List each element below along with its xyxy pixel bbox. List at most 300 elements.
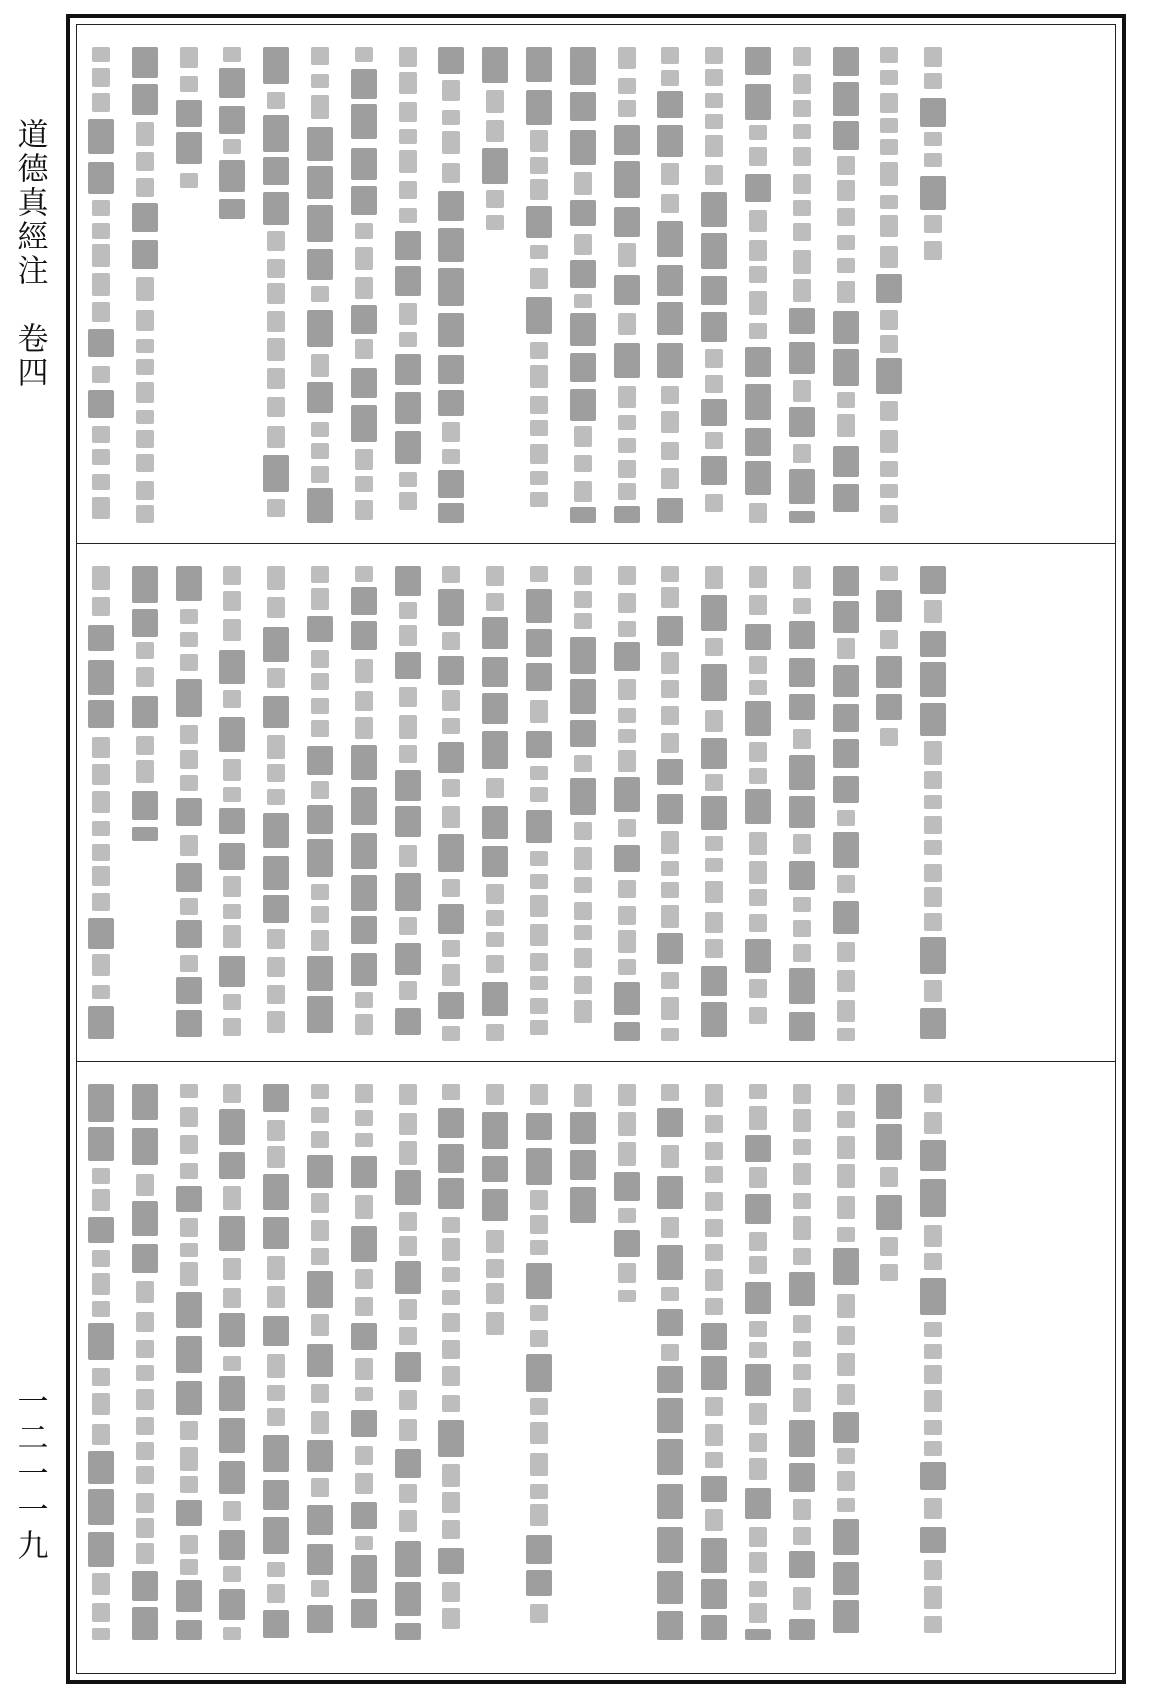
text-glyph-placeholder (92, 1301, 110, 1318)
text-glyph-placeholder (442, 1340, 460, 1359)
text-glyph-placeholder (176, 566, 202, 601)
text-glyph-placeholder (482, 657, 508, 688)
text-glyph-placeholder (132, 1607, 158, 1640)
text-glyph-placeholder (180, 654, 198, 671)
text-glyph-placeholder (311, 781, 329, 799)
text-glyph-placeholder (486, 1230, 504, 1253)
text-glyph-placeholder (880, 335, 898, 352)
text-glyph-placeholder (219, 650, 245, 684)
text-glyph-placeholder (570, 353, 596, 382)
text-glyph-placeholder (745, 428, 771, 456)
text-glyph-placeholder (837, 1136, 855, 1159)
text-glyph-placeholder (837, 1384, 855, 1406)
text-glyph-placeholder (311, 1384, 329, 1403)
text-glyph-placeholder (267, 1584, 285, 1602)
text-glyph-placeholder (661, 566, 679, 582)
text-glyph-placeholder (307, 205, 333, 243)
text-glyph-placeholder (355, 223, 373, 239)
text-glyph-placeholder (618, 78, 636, 94)
text-glyph-placeholder (263, 856, 289, 890)
text-column (451, 25, 452, 543)
text-glyph-placeholder (789, 469, 815, 504)
text-glyph-placeholder (442, 1366, 460, 1386)
text-column (232, 1062, 233, 1670)
text-glyph-placeholder (789, 621, 815, 649)
text-glyph-placeholder (219, 843, 245, 870)
text-glyph-placeholder (924, 153, 942, 167)
text-column (189, 1062, 190, 1670)
text-glyph-placeholder (219, 1152, 245, 1180)
text-glyph-placeholder (395, 1170, 421, 1205)
text-glyph-placeholder (701, 1579, 727, 1610)
text-glyph-placeholder (88, 329, 114, 357)
text-glyph-placeholder (837, 392, 855, 408)
text-glyph-placeholder (657, 1309, 683, 1336)
text-glyph-placeholder (661, 194, 679, 213)
text-glyph-placeholder (745, 84, 771, 120)
text-glyph-placeholder (701, 796, 727, 830)
text-glyph-placeholder (180, 1084, 198, 1098)
text-glyph-placeholder (132, 203, 158, 232)
text-glyph-placeholder (618, 47, 636, 69)
text-glyph-placeholder (263, 1435, 289, 1472)
text-glyph-placeholder (399, 1084, 417, 1105)
text-glyph-placeholder (530, 766, 548, 780)
text-glyph-placeholder (355, 277, 373, 299)
text-glyph-placeholder (705, 114, 723, 129)
text-glyph-placeholder (789, 968, 815, 1004)
text-glyph-placeholder (749, 656, 767, 674)
text-glyph-placeholder (355, 449, 373, 470)
text-glyph-placeholder (833, 566, 859, 596)
text-glyph-placeholder (614, 207, 640, 237)
text-glyph-placeholder (530, 492, 548, 507)
text-glyph-placeholder (176, 100, 202, 126)
text-glyph-placeholder (136, 277, 154, 301)
text-glyph-placeholder (399, 1113, 417, 1134)
text-glyph-placeholder (705, 494, 723, 512)
text-glyph-placeholder (88, 1451, 114, 1484)
text-glyph-placeholder (745, 347, 771, 377)
text-glyph-placeholder (570, 637, 596, 674)
text-glyph-placeholder (749, 1167, 767, 1188)
text-glyph-placeholder (438, 742, 464, 772)
text-column (101, 25, 102, 543)
text-glyph-placeholder (749, 889, 767, 906)
text-glyph-placeholder (132, 1201, 158, 1236)
text-glyph-placeholder (574, 294, 592, 308)
text-glyph-placeholder (876, 694, 902, 720)
text-glyph-placeholder (749, 266, 767, 283)
text-glyph-placeholder (924, 1420, 942, 1435)
text-glyph-placeholder (486, 593, 504, 611)
text-glyph-placeholder (223, 566, 241, 585)
text-glyph-placeholder (618, 1263, 636, 1283)
text-glyph-placeholder (745, 1282, 771, 1313)
text-column (846, 25, 847, 543)
text-glyph-placeholder (705, 1397, 723, 1415)
text-glyph-placeholder (482, 806, 508, 839)
text-glyph-placeholder (267, 1256, 285, 1280)
text-glyph-placeholder (180, 1559, 198, 1575)
text-glyph-placeholder (92, 1603, 110, 1622)
text-glyph-placeholder (526, 297, 552, 335)
text-glyph-placeholder (661, 905, 679, 928)
text-column (583, 1062, 584, 1670)
text-glyph-placeholder (745, 47, 771, 75)
text-glyph-placeholder (876, 1124, 902, 1160)
text-column (320, 25, 321, 543)
text-glyph-placeholder (570, 507, 596, 523)
text-glyph-placeholder (355, 339, 373, 359)
text-glyph-placeholder (263, 455, 289, 493)
text-glyph-placeholder (351, 875, 377, 910)
text-glyph-placeholder (219, 1589, 245, 1620)
text-glyph-placeholder (924, 1560, 942, 1580)
text-glyph-placeholder (219, 106, 245, 134)
text-glyph-placeholder (438, 268, 464, 305)
text-glyph-placeholder (705, 1115, 723, 1133)
text-glyph-placeholder (705, 432, 723, 449)
text-column (889, 25, 890, 543)
text-glyph-placeholder (657, 302, 683, 336)
text-glyph-placeholder (614, 1172, 640, 1201)
text-glyph-placeholder (530, 420, 548, 436)
text-glyph-placeholder (92, 1273, 110, 1295)
text-glyph-placeholder (136, 454, 154, 473)
text-glyph-placeholder (574, 847, 592, 871)
text-glyph-placeholder (263, 1480, 289, 1510)
text-glyph-placeholder (526, 629, 552, 657)
text-glyph-placeholder (399, 129, 417, 144)
text-column (670, 1062, 671, 1670)
text-glyph-placeholder (180, 1476, 198, 1493)
text-glyph-placeholder (399, 150, 417, 173)
text-glyph-placeholder (526, 1148, 552, 1185)
text-glyph-placeholder (355, 1473, 373, 1494)
text-glyph-placeholder (351, 186, 377, 215)
text-glyph-placeholder (92, 985, 110, 1000)
text-glyph-placeholder (395, 1449, 421, 1478)
text-glyph-placeholder (833, 82, 859, 115)
text-glyph-placeholder (705, 1298, 723, 1315)
text-glyph-placeholder (745, 701, 771, 736)
text-glyph-placeholder (482, 1112, 508, 1148)
text-glyph-placeholder (570, 1150, 596, 1180)
text-glyph-placeholder (526, 1570, 552, 1596)
text-glyph-placeholder (267, 929, 285, 950)
text-glyph-placeholder (789, 308, 815, 334)
text-glyph-placeholder (880, 118, 898, 133)
text-glyph-placeholder (701, 738, 727, 769)
text-glyph-placeholder (789, 1619, 815, 1640)
text-glyph-placeholder (399, 917, 417, 935)
text-glyph-placeholder (920, 662, 946, 697)
text-glyph-placeholder (482, 148, 508, 183)
text-glyph-placeholder (661, 706, 679, 725)
text-glyph-placeholder (311, 286, 329, 302)
text-glyph-placeholder (351, 368, 377, 398)
text-column (670, 25, 671, 543)
text-glyph-placeholder (793, 729, 811, 750)
text-glyph-placeholder (355, 1536, 373, 1550)
text-glyph-placeholder (399, 1419, 417, 1441)
text-glyph-placeholder (880, 195, 898, 210)
text-glyph-placeholder (530, 1398, 548, 1415)
text-glyph-placeholder (833, 1248, 859, 1286)
text-glyph-placeholder (793, 1216, 811, 1240)
text-glyph-placeholder (793, 279, 811, 303)
text-glyph-placeholder (924, 1616, 942, 1633)
text-glyph-placeholder (307, 382, 333, 413)
text-glyph-placeholder (920, 176, 946, 210)
text-glyph-placeholder (223, 925, 241, 948)
text-glyph-placeholder (442, 163, 460, 183)
text-glyph-placeholder (837, 810, 855, 826)
text-glyph-placeholder (657, 343, 683, 378)
text-glyph-placeholder (745, 1629, 771, 1640)
text-panel-middle (77, 544, 1115, 1061)
text-glyph-placeholder (530, 874, 548, 889)
text-glyph-placeholder (705, 638, 723, 656)
text-glyph-placeholder (526, 47, 552, 82)
text-glyph-placeholder (311, 906, 329, 923)
text-glyph-placeholder (749, 979, 767, 998)
text-column (320, 1062, 321, 1670)
text-glyph-placeholder (442, 1608, 460, 1629)
text-glyph-placeholder (482, 1189, 508, 1222)
text-glyph-placeholder (311, 720, 329, 737)
text-glyph-placeholder (92, 47, 110, 62)
text-glyph-placeholder (530, 998, 548, 1013)
text-glyph-placeholder (530, 953, 548, 971)
text-glyph-placeholder (267, 1011, 285, 1032)
text-column (889, 544, 890, 1061)
text-glyph-placeholder (223, 1501, 241, 1521)
text-glyph-placeholder (526, 1535, 552, 1564)
text-glyph-placeholder (395, 1008, 421, 1035)
text-glyph-placeholder (355, 476, 373, 491)
text-glyph-placeholder (833, 1600, 859, 1633)
text-glyph-placeholder (880, 505, 898, 523)
text-glyph-placeholder (307, 249, 333, 280)
text-glyph-placeholder (749, 1342, 767, 1358)
text-glyph-placeholder (530, 1305, 548, 1321)
text-glyph-placeholder (749, 832, 767, 855)
text-glyph-placeholder (793, 444, 811, 463)
text-glyph-placeholder (574, 1084, 592, 1107)
text-glyph-placeholder (705, 165, 723, 184)
text-glyph-placeholder (355, 1014, 373, 1035)
text-glyph-placeholder (526, 589, 552, 623)
text-glyph-placeholder (267, 764, 285, 782)
text-glyph-placeholder (614, 275, 640, 305)
text-glyph-placeholder (136, 430, 154, 448)
text-glyph-placeholder (924, 840, 942, 855)
text-glyph-placeholder (793, 124, 811, 139)
text-glyph-placeholder (180, 955, 198, 972)
text-glyph-placeholder (837, 1164, 855, 1188)
text-glyph-placeholder (180, 1262, 198, 1286)
text-column (232, 25, 233, 543)
text-glyph-placeholder (574, 172, 592, 194)
text-glyph-placeholder (267, 957, 285, 978)
text-column (889, 1062, 890, 1670)
text-glyph-placeholder (92, 497, 110, 519)
text-glyph-placeholder (136, 505, 154, 523)
text-glyph-placeholder (661, 972, 679, 989)
text-glyph-placeholder (136, 1365, 154, 1381)
text-glyph-placeholder (880, 47, 898, 63)
text-glyph-placeholder (399, 1327, 417, 1345)
text-glyph-placeholder (219, 1313, 245, 1346)
text-glyph-placeholder (701, 399, 727, 426)
text-glyph-placeholder (180, 835, 198, 856)
text-glyph-placeholder (223, 1186, 241, 1210)
text-glyph-placeholder (395, 1623, 421, 1640)
text-glyph-placeholder (876, 358, 902, 394)
text-glyph-placeholder (837, 414, 855, 437)
text-glyph-placeholder (530, 1020, 548, 1035)
text-glyph-placeholder (136, 1493, 154, 1513)
text-glyph-placeholder (793, 1364, 811, 1380)
text-glyph-placeholder (924, 1225, 942, 1247)
text-glyph-placeholder (399, 1212, 417, 1231)
text-glyph-placeholder (793, 1109, 811, 1132)
text-glyph-placeholder (618, 386, 636, 407)
text-glyph-placeholder (442, 1026, 460, 1041)
text-glyph-placeholder (530, 157, 548, 174)
text-glyph-placeholder (618, 593, 636, 612)
text-glyph-placeholder (749, 1007, 767, 1024)
text-glyph-placeholder (701, 233, 727, 269)
text-glyph-placeholder (924, 795, 942, 809)
text-glyph-placeholder (661, 1028, 679, 1041)
text-glyph-placeholder (705, 1452, 723, 1468)
text-glyph-placeholder (657, 759, 683, 786)
text-column (276, 1062, 277, 1670)
text-glyph-placeholder (530, 1190, 548, 1210)
text-glyph-placeholder (180, 173, 198, 188)
text-glyph-placeholder (399, 1390, 417, 1410)
text-glyph-placeholder (399, 1236, 417, 1256)
text-glyph-placeholder (351, 953, 377, 986)
text-glyph-placeholder (351, 916, 377, 945)
text-glyph-placeholder (263, 192, 289, 225)
text-glyph-placeholder (486, 120, 504, 141)
text-glyph-placeholder (920, 631, 946, 657)
text-glyph-placeholder (745, 384, 771, 420)
text-glyph-placeholder (92, 223, 110, 239)
text-glyph-placeholder (136, 1340, 154, 1357)
text-glyph-placeholder (876, 1195, 902, 1230)
text-glyph-placeholder (745, 789, 771, 825)
text-glyph-placeholder (395, 770, 421, 801)
text-glyph-placeholder (486, 1312, 504, 1335)
text-glyph-placeholder (176, 1620, 202, 1640)
text-glyph-placeholder (657, 125, 683, 157)
text-glyph-placeholder (482, 846, 508, 877)
text-glyph-placeholder (223, 1566, 241, 1581)
text-glyph-placeholder (92, 844, 110, 860)
text-glyph-placeholder (132, 1128, 158, 1166)
text-glyph-placeholder (219, 1216, 245, 1251)
text-glyph-placeholder (574, 566, 592, 585)
text-glyph-placeholder (920, 1462, 946, 1490)
text-glyph-placeholder (837, 1111, 855, 1128)
text-glyph-placeholder (705, 858, 723, 872)
text-glyph-placeholder (530, 179, 548, 200)
text-glyph-placeholder (574, 426, 592, 447)
text-glyph-placeholder (920, 1527, 946, 1553)
text-glyph-placeholder (657, 1484, 683, 1519)
text-glyph-placeholder (263, 1084, 289, 1112)
text-glyph-placeholder (657, 1527, 683, 1564)
text-glyph-placeholder (263, 696, 289, 727)
text-column (320, 544, 321, 1061)
text-glyph-placeholder (789, 694, 815, 720)
text-glyph-placeholder (574, 234, 592, 255)
text-glyph-placeholder (351, 787, 377, 825)
text-glyph-placeholder (438, 390, 464, 417)
text-glyph-placeholder (307, 488, 333, 523)
text-glyph-placeholder (180, 750, 198, 769)
text-glyph-placeholder (442, 1238, 460, 1261)
text-glyph-placeholder (837, 258, 855, 273)
text-glyph-placeholder (793, 380, 811, 402)
text-glyph-placeholder (749, 503, 767, 523)
text-glyph-placeholder (180, 609, 198, 624)
text-column (101, 544, 102, 1061)
text-column (145, 25, 146, 543)
text-glyph-placeholder (705, 912, 723, 934)
text-glyph-placeholder (355, 1195, 373, 1219)
text-glyph-placeholder (745, 1364, 771, 1397)
text-glyph-placeholder (789, 1463, 815, 1492)
text-glyph-placeholder (657, 265, 683, 297)
text-glyph-placeholder (789, 1012, 815, 1041)
text-glyph-placeholder (789, 796, 815, 829)
text-glyph-placeholder (793, 1341, 811, 1357)
text-glyph-placeholder (311, 443, 329, 460)
text-glyph-placeholder (438, 834, 464, 872)
text-glyph-placeholder (618, 930, 636, 953)
text-glyph-placeholder (136, 642, 154, 659)
text-glyph-placeholder (570, 313, 596, 346)
text-glyph-placeholder (438, 503, 464, 523)
text-glyph-placeholder (351, 1599, 377, 1628)
text-glyph-placeholder (132, 1084, 158, 1120)
text-glyph-placeholder (530, 396, 548, 414)
text-glyph-placeholder (749, 1581, 767, 1597)
text-glyph-placeholder (180, 898, 198, 915)
text-glyph-placeholder (924, 600, 942, 623)
text-glyph-placeholder (924, 1253, 942, 1270)
text-glyph-placeholder (837, 1084, 855, 1105)
text-column (101, 1062, 102, 1670)
text-column (539, 544, 540, 1061)
text-glyph-placeholder (705, 1269, 723, 1292)
text-column (758, 25, 759, 543)
text-glyph-placeholder (705, 939, 723, 958)
text-glyph-placeholder (793, 74, 811, 94)
text-glyph-placeholder (793, 47, 811, 66)
text-glyph-placeholder (355, 1133, 373, 1148)
text-glyph-placeholder (307, 1344, 333, 1377)
text-glyph-placeholder (136, 1417, 154, 1435)
text-glyph-placeholder (442, 1084, 460, 1100)
text-glyph-placeholder (749, 1321, 767, 1338)
